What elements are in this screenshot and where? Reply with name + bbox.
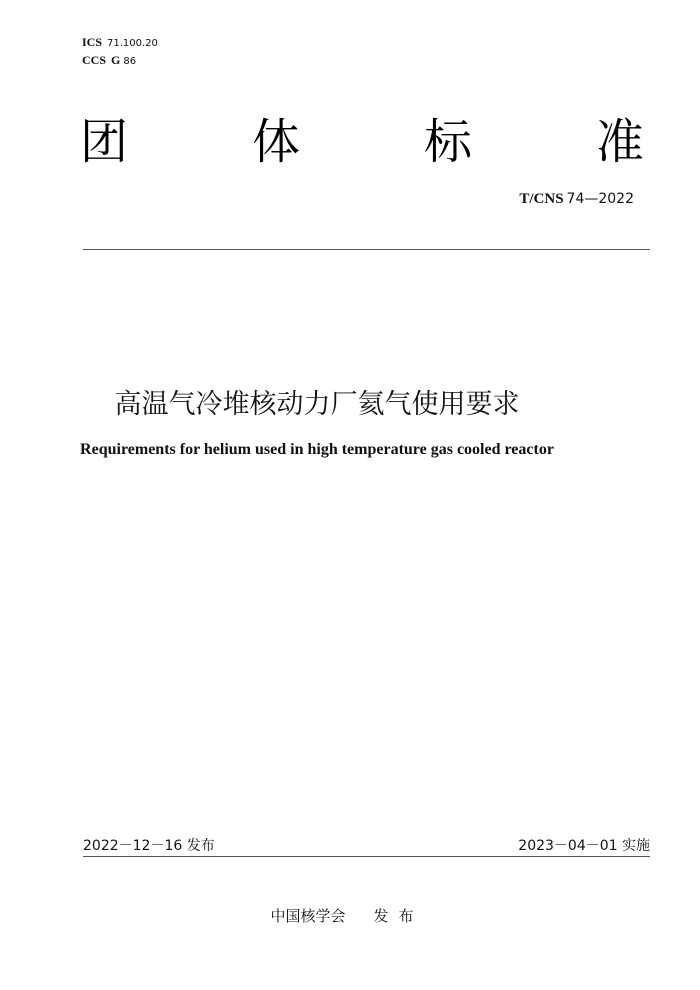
ics-code [82, 34, 158, 52]
ccs-code [82, 52, 158, 70]
ccs-letter: G [111, 53, 121, 67]
standard-number-prefix: T/CNS [519, 191, 564, 207]
standard-number [519, 191, 634, 208]
standard-type-char: 团 [80, 114, 129, 170]
ics-label: ICS [82, 35, 103, 49]
implementation-date: 2023－04－01 实施 [518, 838, 650, 854]
standard-type-heading [80, 114, 644, 170]
publisher-line [0, 905, 700, 926]
publisher-block [270, 905, 423, 926]
ccs-label: CCS [82, 53, 107, 67]
standard-number-value: 74—2022 [566, 191, 634, 207]
release-date: 2022－12－16 发布 [83, 838, 215, 854]
header-divider [83, 249, 650, 250]
ccs-value: 86 [123, 56, 137, 67]
ics-value: 71.100.20 [107, 38, 158, 49]
title-chinese-text: 高温气冷堆核动力厂氦气使用要求 [114, 389, 520, 420]
standard-type-char: 标 [423, 114, 472, 170]
standard-type-char: 体 [251, 114, 300, 170]
date-row [83, 835, 650, 855]
publisher-action: 发布 [373, 907, 424, 925]
document-title-chinese [0, 382, 700, 421]
classification-codes [82, 34, 158, 70]
publisher-organization: 中国核学会 [270, 907, 346, 925]
title-english-text: Requirements for helium used in high temperature gas cooled reactor [80, 441, 554, 458]
footer-divider [83, 856, 650, 857]
document-title-english [0, 441, 700, 459]
standard-type-char: 准 [595, 114, 644, 170]
